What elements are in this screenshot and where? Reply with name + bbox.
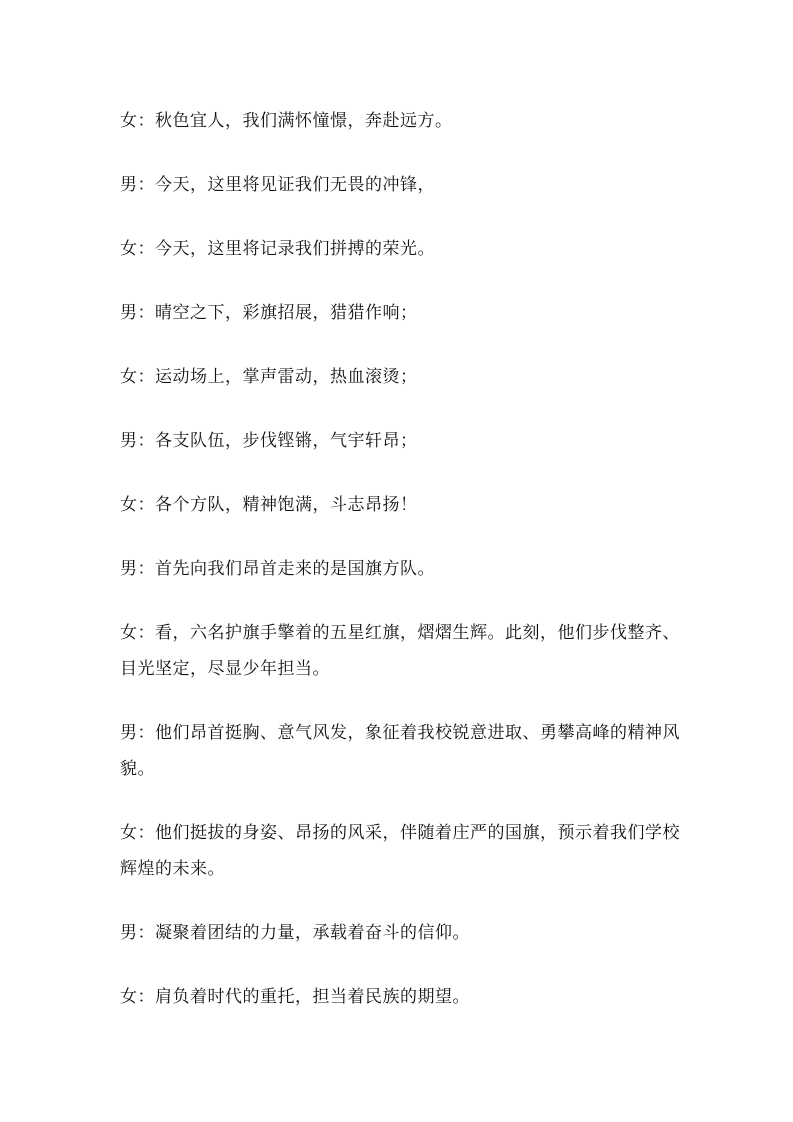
dialogue-line-1: 女：秋色宜人，我们满怀憧憬，奔赴远方。 [120,111,453,131]
dialogue-line-2: 男：今天，这里将见证我们无畏的冲锋， [120,175,435,195]
dialogue-line-4: 男：晴空之下，彩旗招展，猎猎作响； [120,303,418,323]
script-body [120,103,680,1043]
dialogue-line-5: 女：运动场上，掌声雷动，热血滚烫； [120,367,418,387]
dialogue-line-7: 女：各个方队，精神饱满，斗志昂扬！ [120,495,418,515]
dialogue-line-6: 男：各支队伍，步伐铿锵，气宇轩昂； [120,431,418,451]
dialogue-line-12: 男：凝聚着团结的力量，承载着奋斗的信仰。 [120,923,470,943]
dialogue-line-3: 女：今天，这里将记录我们拼搏的荣光。 [120,239,435,259]
dialogue-line-11: 女：他们挺拔的身姿、昂扬的风采，伴随着庄严的国旗，预示着我们学校辉煌的未来。 [120,823,680,879]
dialogue-line-9: 女：看，六名护旗手擎着的五星红旗，熠熠生辉。此刻，他们步伐整齐、目光坚定，尽显少年担当。 [120,623,680,679]
dialogue-line-10: 男：他们昂首挺胸、意气风发，象征着我校锐意进取、勇攀高峰的精神风貌。 [120,723,680,779]
dialogue-line-13: 女：肩负着时代的重托，担当着民族的期望。 [120,987,470,1007]
dialogue-line-8: 男：首先向我们昂首走来的是国旗方队。 [120,559,435,579]
